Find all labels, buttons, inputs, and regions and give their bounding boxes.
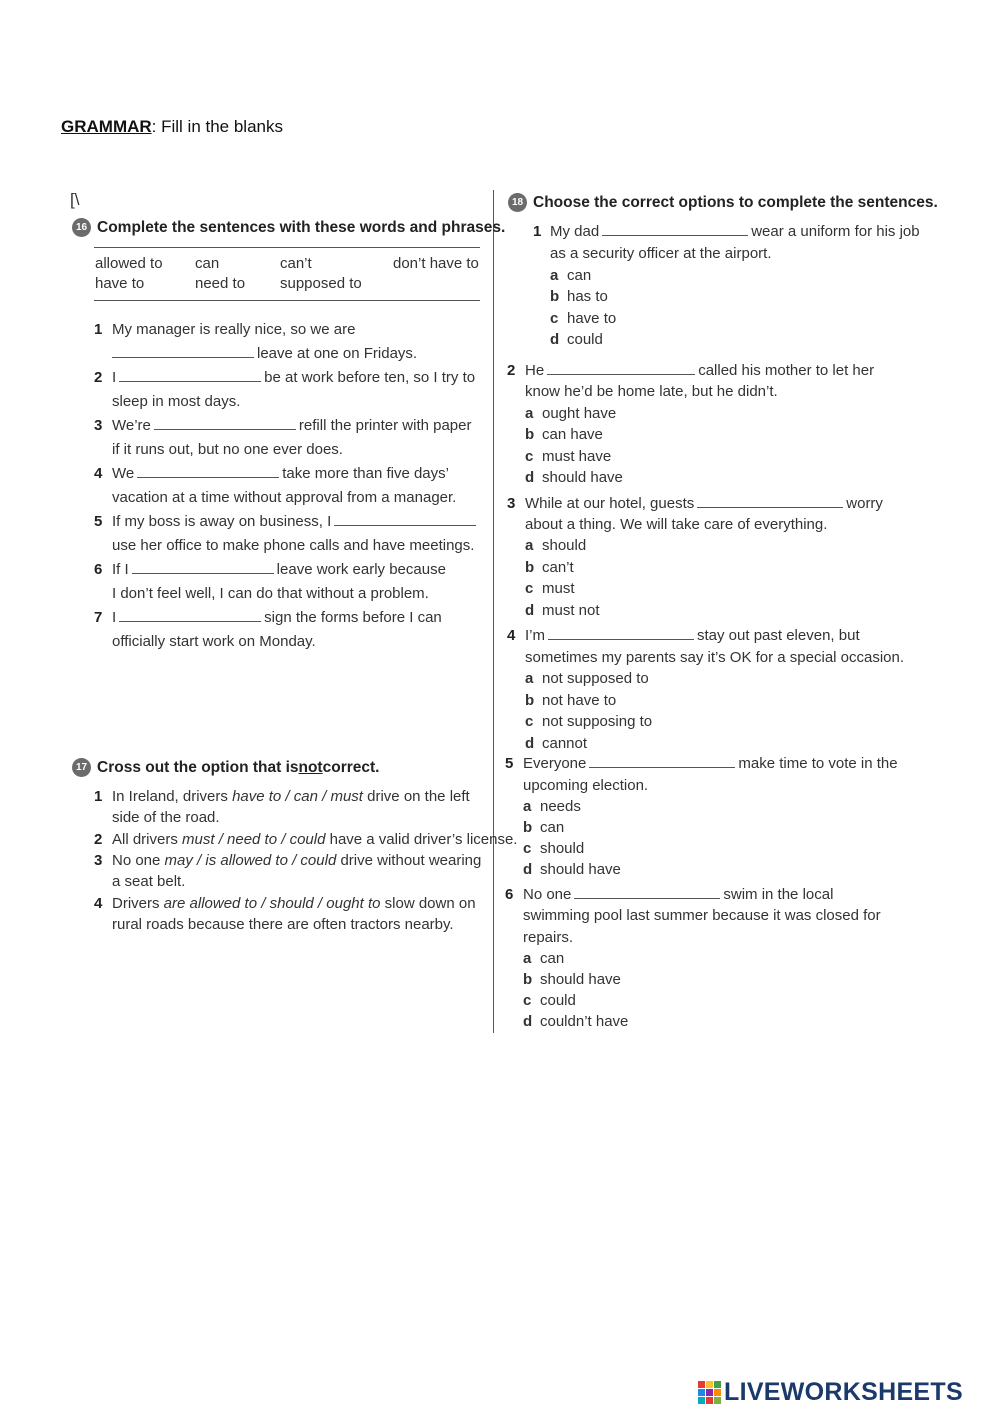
sentence-text: Drivers bbox=[112, 895, 164, 912]
blank-field[interactable] bbox=[547, 361, 695, 375]
option-text: can’t bbox=[542, 559, 574, 576]
sentence-line bbox=[112, 830, 517, 850]
question-number: 3 bbox=[94, 417, 103, 434]
sentence-text: worry bbox=[846, 495, 883, 512]
sentence-text: drive without wearing bbox=[336, 852, 482, 869]
sentence-line bbox=[112, 608, 442, 628]
question-number: 2 bbox=[507, 362, 516, 379]
sentence-line bbox=[112, 787, 470, 807]
question-number: 5 bbox=[94, 513, 103, 530]
answer-option[interactable] bbox=[550, 309, 616, 329]
exercise-16-title bbox=[72, 218, 505, 237]
question-number: 3 bbox=[94, 852, 103, 869]
answer-option[interactable] bbox=[525, 669, 649, 689]
sentence-line bbox=[523, 754, 898, 774]
answer-option[interactable] bbox=[523, 949, 564, 969]
sentence-line: a seat belt. bbox=[112, 873, 186, 890]
answer-option[interactable] bbox=[523, 797, 581, 817]
option-letter: d bbox=[523, 1013, 533, 1030]
exercise-16-number: 16 bbox=[72, 218, 91, 237]
sentence-text: slow down on bbox=[380, 895, 476, 912]
sentence-line: use her office to make phone calls and have meetings. bbox=[112, 537, 475, 554]
sentence-text: leave work early because bbox=[276, 561, 446, 578]
option-text: not have to bbox=[542, 692, 617, 709]
option-text: should have bbox=[540, 971, 621, 988]
sentence-text: My dad bbox=[550, 223, 600, 240]
answer-option[interactable] bbox=[525, 579, 575, 599]
answer-option[interactable] bbox=[525, 425, 603, 445]
option-letter: a bbox=[525, 537, 534, 554]
option-letter: c bbox=[525, 580, 534, 597]
option-text: should bbox=[540, 840, 585, 857]
logo-cell bbox=[698, 1381, 705, 1388]
sentence-line bbox=[550, 222, 920, 242]
answer-option[interactable] bbox=[523, 1012, 628, 1032]
sentence-text: In Ireland, drivers bbox=[112, 788, 233, 805]
option-text: must not bbox=[542, 602, 600, 619]
option-text: can bbox=[540, 819, 565, 836]
option-text: can bbox=[567, 267, 592, 284]
sentence-text: We bbox=[112, 465, 135, 482]
option-letter: b bbox=[523, 971, 533, 988]
option-text: should have bbox=[540, 861, 621, 878]
option-text: not supposing to bbox=[542, 713, 653, 730]
sentence-line: repairs. bbox=[523, 929, 574, 946]
word-box-item: have to bbox=[95, 275, 145, 292]
option-text: not supposed to bbox=[542, 670, 649, 687]
sentence-line: as a security officer at the airport. bbox=[550, 245, 772, 262]
answer-option[interactable] bbox=[525, 712, 652, 732]
blank-field[interactable] bbox=[548, 626, 694, 640]
question-number: 6 bbox=[94, 561, 103, 578]
option-letter: b bbox=[523, 819, 533, 836]
answer-option[interactable] bbox=[523, 991, 576, 1011]
option-letter: d bbox=[525, 469, 535, 486]
question-number: 5 bbox=[505, 755, 514, 772]
sentence-line: if it runs out, but no one ever does. bbox=[112, 441, 343, 458]
exercise-17-number: 17 bbox=[72, 758, 91, 777]
answer-option[interactable] bbox=[525, 404, 616, 424]
column-divider bbox=[493, 190, 494, 1033]
sentence-text: We’re bbox=[112, 417, 151, 434]
question-number: 4 bbox=[507, 627, 516, 644]
option-text: has to bbox=[567, 288, 608, 305]
option-letter: a bbox=[525, 670, 534, 687]
option-letter: b bbox=[525, 692, 535, 709]
sentence-text: If my boss is away on business, I bbox=[112, 513, 332, 530]
sentence-text: While at our hotel, guests bbox=[525, 495, 695, 512]
sentence-line: vacation at a time without approval from a manager. bbox=[112, 489, 457, 506]
exercise-17-title-pre: Cross out the option that is bbox=[97, 758, 299, 776]
sentence-line bbox=[112, 851, 481, 871]
blank-field[interactable] bbox=[154, 416, 296, 430]
exercise-18-title bbox=[508, 193, 938, 212]
option-letter: c bbox=[523, 840, 532, 857]
sentence-line bbox=[112, 416, 472, 436]
option-letter: d bbox=[525, 602, 535, 619]
answer-option[interactable] bbox=[550, 287, 608, 307]
logo-cell bbox=[706, 1389, 713, 1396]
word-box-item: can bbox=[195, 255, 220, 272]
sentence-text: I bbox=[112, 609, 117, 626]
question-number: 4 bbox=[94, 465, 103, 482]
blank-field[interactable] bbox=[589, 754, 735, 768]
heading-bold: GRAMMAR bbox=[61, 117, 152, 136]
sentence-text: No one bbox=[112, 852, 165, 869]
question-number: 7 bbox=[94, 609, 103, 626]
exercise-18-number: 18 bbox=[508, 193, 527, 212]
option-text: should have bbox=[542, 469, 623, 486]
sentence-text: If I bbox=[112, 561, 129, 578]
sentence-line bbox=[112, 894, 476, 914]
word-box-item: need to bbox=[195, 275, 246, 292]
blank-field[interactable] bbox=[697, 494, 843, 508]
sentence-line bbox=[112, 560, 446, 580]
logo-cell bbox=[698, 1389, 705, 1396]
option-choices[interactable]: are allowed to / should / ought to bbox=[163, 895, 381, 912]
sentence-text: swim in the local bbox=[723, 886, 834, 903]
option-letter: b bbox=[550, 288, 560, 305]
sentence-text: make time to vote in the bbox=[738, 755, 898, 772]
question-number: 6 bbox=[505, 886, 514, 903]
word-box-item: allowed to bbox=[95, 255, 163, 272]
answer-option[interactable] bbox=[523, 839, 584, 859]
answer-option[interactable] bbox=[550, 330, 603, 350]
question-number: 1 bbox=[533, 223, 542, 240]
option-text: cannot bbox=[542, 735, 588, 752]
sentence-line bbox=[112, 320, 355, 340]
question-number: 1 bbox=[94, 321, 103, 338]
exercise-18-title-text: Choose the correct options to complete the sentences. bbox=[533, 193, 938, 211]
logo-text: LIVEWORKSHEETS bbox=[724, 1378, 963, 1406]
heading-rest: : Fill in the blanks bbox=[151, 117, 283, 136]
word-box-item: can’t bbox=[280, 255, 312, 272]
option-text: could bbox=[567, 331, 603, 348]
option-text: can have bbox=[542, 426, 603, 443]
option-text: couldn’t have bbox=[540, 1013, 629, 1030]
blank-field[interactable] bbox=[137, 464, 279, 478]
blank-field[interactable] bbox=[112, 344, 254, 358]
option-text: could bbox=[540, 992, 576, 1009]
option-text: should bbox=[542, 537, 587, 554]
option-letter: c bbox=[525, 713, 534, 730]
sentence-line: sometimes my parents say it’s OK for a special occasion. bbox=[525, 649, 905, 666]
blank-field[interactable] bbox=[574, 885, 720, 899]
option-letter: d bbox=[550, 331, 560, 348]
answer-option[interactable] bbox=[525, 468, 623, 488]
answer-option[interactable] bbox=[523, 860, 621, 880]
option-letter: a bbox=[523, 950, 532, 967]
blank-field[interactable] bbox=[119, 608, 261, 622]
sentence-text: stay out past eleven, but bbox=[697, 627, 860, 644]
option-letter: d bbox=[525, 735, 535, 752]
blank-field[interactable] bbox=[602, 222, 748, 236]
option-text: ought have bbox=[542, 405, 617, 422]
sentence-text: wear a uniform for his job bbox=[751, 223, 920, 240]
sentence-line: know he’d be home late, but he didn’t. bbox=[525, 383, 778, 400]
answer-option[interactable] bbox=[525, 691, 616, 711]
sentence-line: upcoming election. bbox=[523, 777, 649, 794]
option-choices[interactable]: must / need to / could bbox=[182, 831, 326, 848]
sentence-text: I bbox=[112, 369, 117, 386]
answer-option[interactable] bbox=[525, 601, 600, 621]
answer-option[interactable] bbox=[525, 536, 586, 556]
sentence-line bbox=[112, 464, 449, 484]
question-number: 2 bbox=[94, 831, 103, 848]
option-letter: c bbox=[550, 310, 559, 327]
answer-option[interactable] bbox=[525, 447, 611, 467]
page-heading bbox=[61, 117, 283, 137]
option-letter: a bbox=[550, 267, 559, 284]
liveworksheets-logo[interactable] bbox=[698, 1378, 963, 1407]
word-box bbox=[94, 247, 480, 301]
exercise-17-title bbox=[72, 758, 379, 777]
sentence-line bbox=[525, 626, 860, 646]
option-text: can bbox=[540, 950, 565, 967]
logo-cell bbox=[706, 1397, 713, 1404]
option-letter: d bbox=[523, 861, 533, 878]
sentence-line: swimming pool last summer because it was closed for bbox=[523, 907, 881, 924]
exercise-16-title-text: Complete the sentences with these words and phrases. bbox=[97, 218, 506, 236]
question-number: 2 bbox=[94, 369, 103, 386]
logo-cell bbox=[714, 1397, 721, 1404]
option-letter: c bbox=[523, 992, 532, 1009]
sentence-text: refill the printer with paper bbox=[298, 417, 472, 434]
option-choices[interactable]: may / is allowed to / could bbox=[164, 852, 337, 869]
sentence-text: No one bbox=[523, 886, 572, 903]
word-box-item: supposed to bbox=[280, 275, 362, 292]
option-text: must bbox=[542, 580, 575, 597]
option-text: needs bbox=[540, 798, 581, 815]
sentence-text: be at work before ten, so I try to bbox=[264, 369, 476, 386]
exercise-17-title-post: correct. bbox=[322, 758, 380, 776]
question-number: 3 bbox=[507, 495, 516, 512]
logo-cell bbox=[698, 1397, 705, 1404]
blank-field[interactable] bbox=[119, 368, 261, 382]
sentence-text: drive on the left bbox=[362, 788, 470, 805]
option-letter: a bbox=[523, 798, 532, 815]
logo-cell bbox=[706, 1381, 713, 1388]
logo-mark-icon bbox=[698, 1381, 721, 1404]
sentence-text: have a valid driver’s license. bbox=[325, 831, 518, 848]
sentence-line: officially start work on Monday. bbox=[112, 633, 316, 650]
sentence-text: leave at one on Fridays. bbox=[257, 345, 418, 362]
option-letter: b bbox=[525, 559, 535, 576]
sentence-line bbox=[525, 361, 874, 381]
sentence-line: about a thing. We will take care of everything. bbox=[525, 516, 828, 533]
sentence-line: I don’t feel well, I can do that without a problem. bbox=[112, 585, 429, 602]
sentence-line: sleep in most days. bbox=[112, 393, 241, 410]
sentence-text: My manager is really nice, so we are bbox=[112, 321, 356, 338]
option-letter: a bbox=[525, 405, 534, 422]
sentence-text: He bbox=[525, 362, 545, 379]
answer-option[interactable] bbox=[525, 734, 587, 754]
question-number: 4 bbox=[94, 895, 103, 912]
sentence-text: I’m bbox=[525, 627, 545, 644]
stray-mark: [\ bbox=[70, 190, 80, 209]
option-letter: c bbox=[525, 448, 534, 465]
sentence-text: All drivers bbox=[112, 831, 183, 848]
option-choices[interactable]: have to / can / must bbox=[232, 788, 363, 805]
sentence-line bbox=[112, 344, 417, 364]
sentence-line bbox=[112, 512, 479, 532]
sentence-line bbox=[112, 368, 475, 388]
logo-cell bbox=[714, 1389, 721, 1396]
option-letter: b bbox=[525, 426, 535, 443]
word-box-item: don’t have to bbox=[393, 255, 479, 272]
logo-cell bbox=[714, 1381, 721, 1388]
sentence-line bbox=[523, 885, 833, 905]
option-text: must have bbox=[542, 448, 612, 465]
sentence-text: called his mother to let her bbox=[698, 362, 875, 379]
answer-option[interactable] bbox=[523, 970, 621, 990]
sentence-text: take more than five days’ bbox=[282, 465, 449, 482]
answer-option[interactable] bbox=[523, 818, 564, 838]
blank-field[interactable] bbox=[334, 512, 476, 526]
blank-field[interactable] bbox=[132, 560, 274, 574]
sentence-line bbox=[525, 494, 883, 514]
sentence-text: sign the forms before I can bbox=[264, 609, 442, 626]
sentence-text: Everyone bbox=[523, 755, 587, 772]
answer-option[interactable] bbox=[550, 266, 591, 286]
exercise-17-title-not: not bbox=[298, 758, 323, 776]
sentence-line: side of the road. bbox=[112, 809, 220, 826]
question-number: 1 bbox=[94, 788, 103, 805]
option-text: have to bbox=[567, 310, 617, 327]
sentence-line: rural roads because there are often tractors nearby. bbox=[112, 916, 454, 933]
answer-option[interactable] bbox=[525, 558, 574, 578]
